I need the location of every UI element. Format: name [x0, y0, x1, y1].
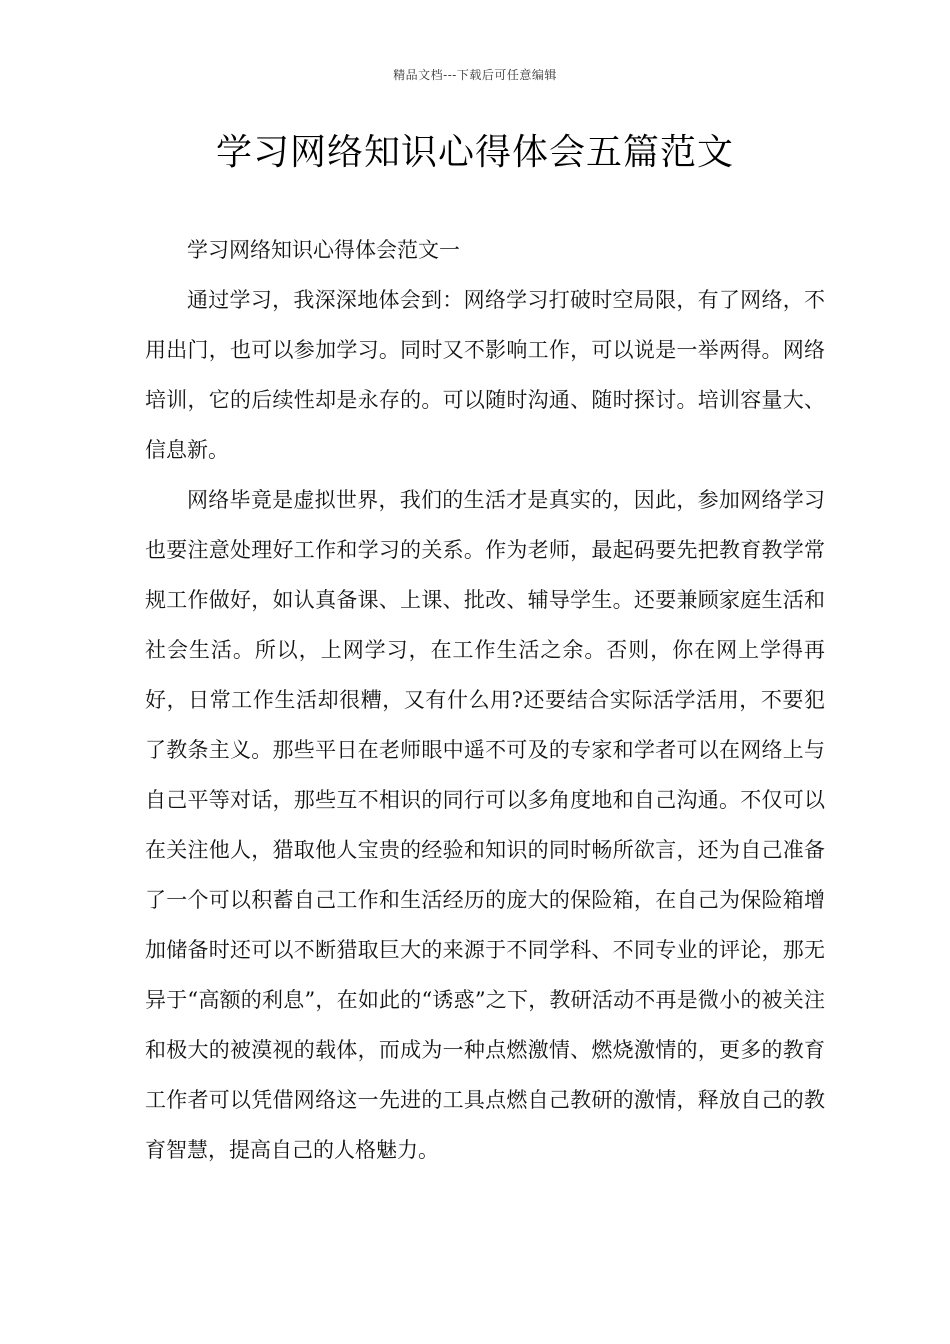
paragraph-2: 网络毕竟是虚拟世界，我们的生活才是真实的，因此，参加网络学习也要注意处理好工作和学习的关系。作为老师，最起码要先把教育教学常规工作做好，如认真备课、上课、批改、辅导学生。还要兼顾家庭生活和社会生活。所以，上网学习，在工作生活之余。否则，你在网上学得再好，日常工作生活却很糟，又有什么用?还要结合实际活学活用，不要犯了教条主义。那些平日在老师眼中遥不可及的专家和学者可以在网络上与自己平等对话，那些互不相识的同行可以多角度地和自己沟通。不仅可以在关注他人，猎取他人宝贵的经验和知识的同时畅所欲言，还为自己准备了一个可以积蓄自己工作和生活经历的庞大的保险箱，在自己为保险箱增加储备时还可以不断猎取巨大的来源于不同学科、不同专业的评论，那无异于“高额的利息”，在如此的“诱惑”之下，教研活动不再是微小的被关注和极大的被漠视的载体，而成为一种点燃激情、燃烧激情的，更多的教育工作者可以凭借网络这一先进的工具点燃自己教研的激情，释放自己的教育智慧，提高自己的人格魅力。 [145, 488, 825, 1162]
paragraph-1: 通过学习，我深深地体会到：网络学习打破时空局限，有了网络，不用出门，也可以参加学习。同时又不影响工作，可以说是一举两得。网络培训，它的后续性却是永存的。可以随时沟通、随时探讨。培训容量大、信息新。 [145, 288, 825, 462]
document-title: 学习网络知识心得体会五篇范文 [215, 132, 734, 173]
document-body [145, 225, 825, 1175]
header-note: 精品文档---下载后可任意编辑 [393, 68, 557, 82]
section-heading: 学习网络知识心得体会范文一 [187, 238, 460, 262]
